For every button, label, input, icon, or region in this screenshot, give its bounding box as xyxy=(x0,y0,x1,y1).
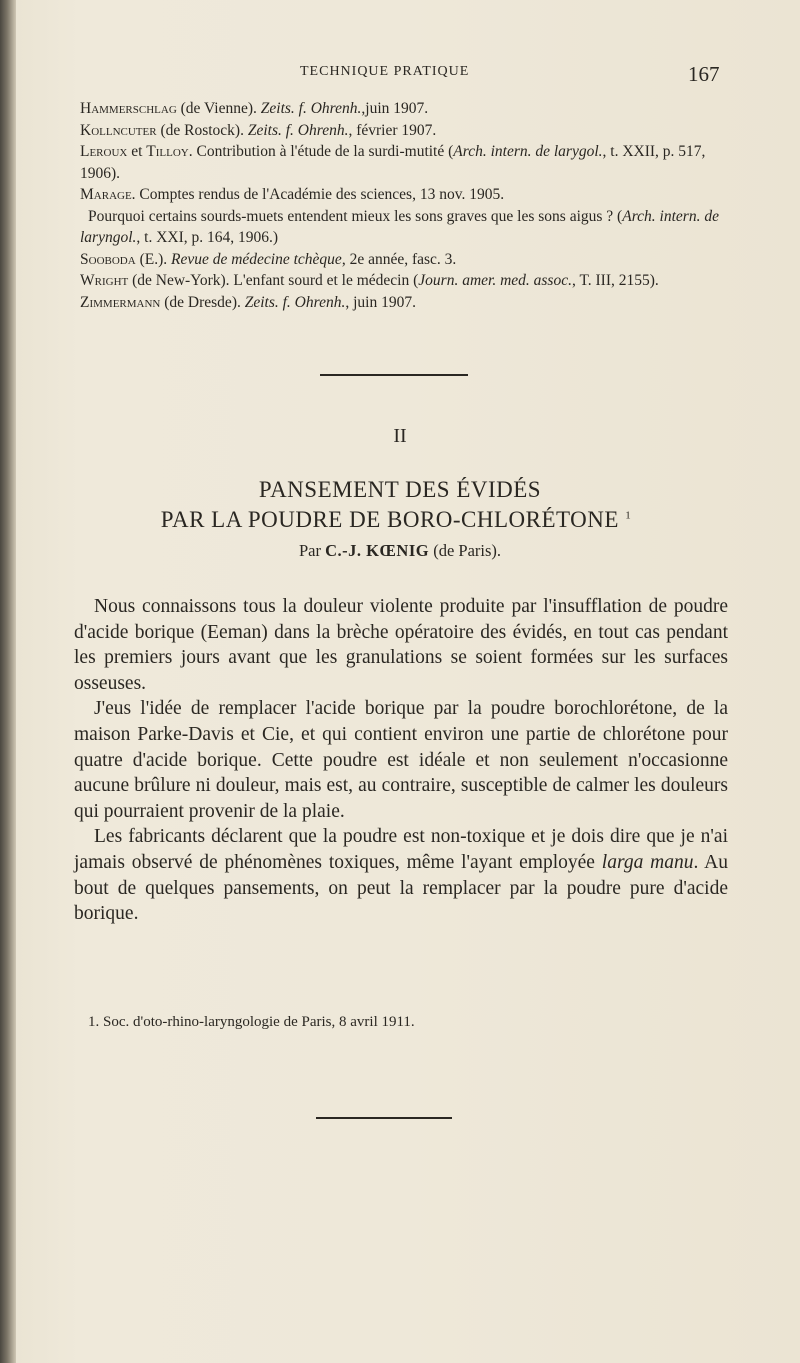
footnote-marker: 1 xyxy=(625,509,632,522)
reference-item: Wright (de New-York). L'enfant sourd et le médecin (Journ. amer. med. assoc., T. III, 2155). xyxy=(80,272,659,289)
paragraph: Les fabricants déclarent que la poudre est non-toxique et je dois dire que je n'ai jamais observé de phénomènes toxiques, même l'ayant employée larga manu. Au bout de quelques pansements, on peut la remplacer par la poudre pure d'acide borique. xyxy=(74,826,728,925)
author-name: C.-J. KŒNIG xyxy=(325,541,430,560)
running-title: TECHNIQUE PRATIQUE xyxy=(300,64,470,79)
reference-item: Hammerschlag (de Vienne). Zeits. f. Ohrenh.,juin 1907. xyxy=(80,100,429,117)
byline: Par C.-J. KŒNIG (de Paris). xyxy=(298,541,502,560)
reference-item: Leroux et Tilloy. Contribution à l'étude de la surdi-mutité (Arch. intern. de larygol., t. XXII, p. 517, 1906). xyxy=(80,143,706,182)
reference-item: Zimmermann (de Dresde). Zeits. f. Ohrenh., juin 1907. xyxy=(80,293,416,311)
reference-item: Kollncuter (de Rostock). Zeits. f. Ohrenh., février 1907. xyxy=(80,121,437,139)
paragraph: J'eus l'idée de remplacer l'acide borique par la poudre borochlorétone, de la maison Parke-Davis et Cie, et qui contient environ une partie de chlorétone pour quatre d'acide borique. Cette poudre est idéale et non seulement n'occasionne aucune brûlure ni douleur, mais est, au contraire, susceptible de calmer les douleurs qui pourraient provenir de la plaie. xyxy=(74,698,728,822)
bibliography-list xyxy=(80,98,730,313)
footnote: 1. Soc. d'oto-rhino-laryngologie de Paris, 8 avril 1911. xyxy=(88,1014,415,1030)
end-rule xyxy=(316,1117,452,1119)
reference-item: Sooboda (E.). Revue de médecine tchèque, 2e année, fasc. 3. xyxy=(80,250,457,268)
section-number: II xyxy=(393,425,407,447)
article-title-line-2: PAR LA POUDRE DE BORO-CHLORÉTONE $^1$ xyxy=(160,507,632,532)
paragraph: Nous connaissons tous la douleur violente produite par l'insufflation de poudre d'acide borique (Eeman) dans la brèche opératoire des évidés, en tout cas pendant les premiers jours avant que les granulations se soient formées sur les surfaces osseuses. xyxy=(74,596,728,694)
section-divider-rule xyxy=(320,374,468,376)
book-spine-edge xyxy=(0,0,16,1363)
article-title-line-1: PANSEMENT DES ÉVIDÉS xyxy=(258,477,542,502)
reference-item: Marage. Comptes rendus de l'Académie des sciences, 13 nov. 1905. Pourquoi certains sourds-muets entendent mieux les sons graves que les sons aigus ? (Arch. intern. de laryngol., t. XXI, p. 164, 1906.) xyxy=(80,186,719,246)
page-number: 167 xyxy=(688,62,720,86)
article-body xyxy=(74,594,728,927)
page-header xyxy=(0,62,800,86)
